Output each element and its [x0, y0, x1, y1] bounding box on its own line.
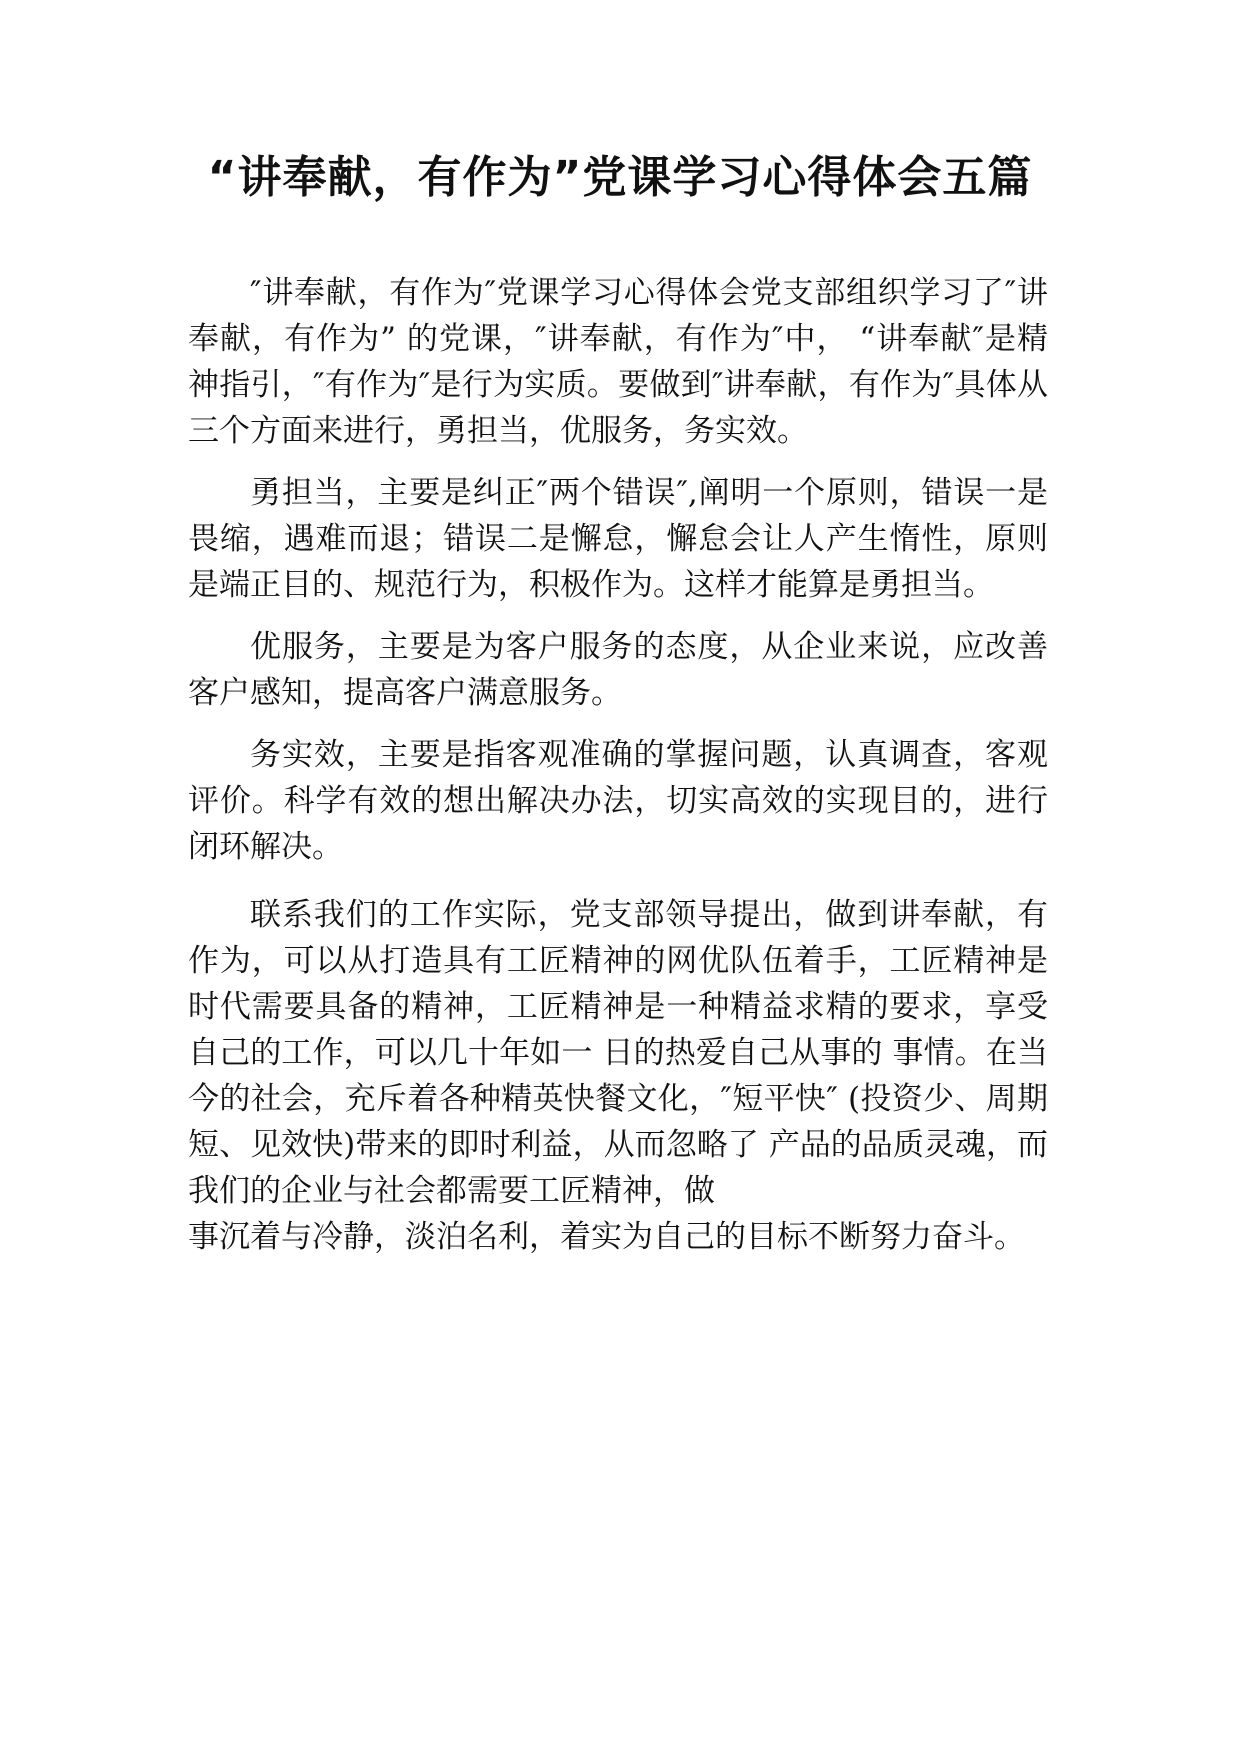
paragraph-closing-line: 事沉着与冷静，淡泊名利，着实为自己的目标不断努力奋斗。	[188, 1219, 1025, 1255]
paragraph-intro: ″讲奉献，有作为″党课学习心得体会党支部组织学习了″讲奉献，有作为” 的党课，″讲奉献，有作为″中， “讲奉献″是精神指引，″有作为″是行为实质。要做到″讲奉献，有作为″具体从三个方面来进行，勇担当，优服务，务实效。	[188, 275, 1048, 449]
document-title: “讲奉献，有作为”党课学习心得体会五篇	[207, 152, 1033, 203]
paragraph-craftsman-spirit: 联系我们的工作实际，党支部领导提出，做到讲奉献，有作为，可以从打造具有工匠精神的网优队伍着手，工匠精神是时代需要具备的精神，工匠精神是一种精益求精的要求，享受自己的工作，可以几十年如一 日的热爱自己从事的 事情。在当今的社会，充斥着各种精英快餐文化，″短平快″ (投资少、周期短、见效快)带来的即时利益，从而忽略了 产品的品质灵魂，而我们的企业与社会都需要工匠精神，做	[188, 897, 1048, 1209]
paragraph-practical-results: 务实效，主要是指客观准确的掌握问题，认真调查，客观评价。科学有效的想出解决办法，切实高效的实现目的，进行闭环解决。	[188, 737, 1048, 865]
document-body	[188, 270, 1048, 1276]
paragraph-take-responsibility: 勇担当，主要是纠正″两个错误″,阐明一个原则，错误一是畏缩，遇难而退；错误二是懈怠，懈怠会让人产生惰性，原则是端正目的、规范行为，积极作为。这样才能算是勇担当。	[188, 475, 1048, 603]
paragraph-quality-service: 优服务，主要是为客户服务的态度，从企业来说，应改善客户感知，提高客户满意服务。	[188, 629, 1048, 711]
